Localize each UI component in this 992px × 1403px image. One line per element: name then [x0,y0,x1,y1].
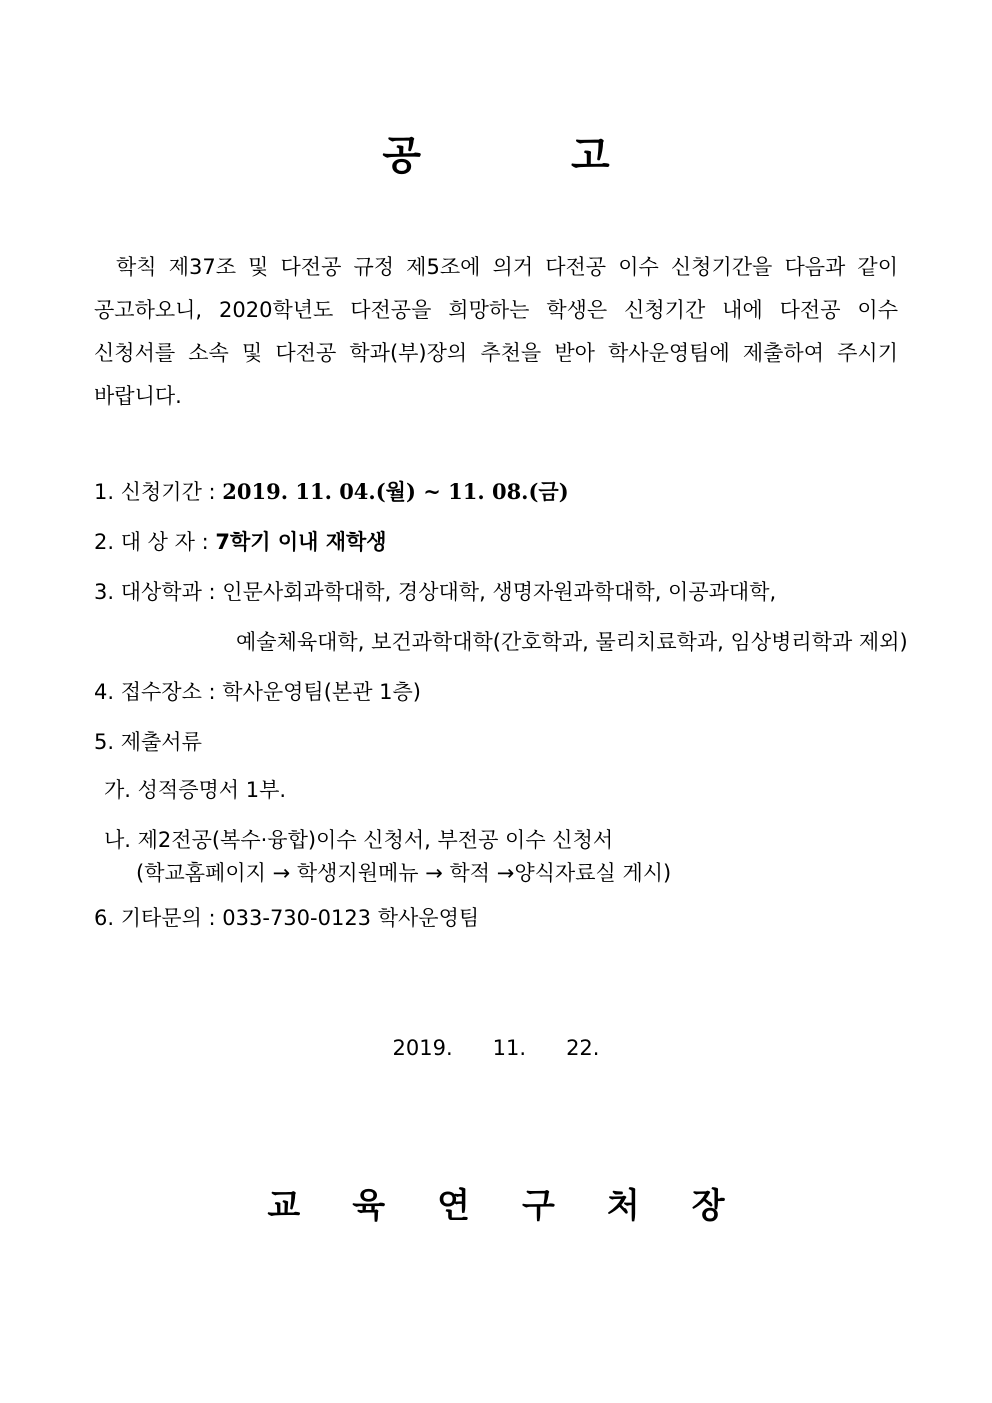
document-a: 가. 성적증명서 1부. [104,778,287,802]
date-month: 11. [492,1036,527,1060]
item-label: 4. 접수장소 : [94,680,223,704]
item-documents [94,726,202,756]
issuer-char: 연 [437,1186,470,1226]
issuer-signature [0,1178,992,1227]
body-line: 학칙 제37조 및 다전공 규정 제5조에 의거 다전공 이수 신청기간을 다음과 같이 [116,255,898,279]
date-day: 22. [566,1036,600,1060]
body-line: 신청서를 소속 및 다전공 학과(부)장의 추천을 받아 학사운영팀에 제출하여 주시기 [94,341,898,365]
item-label: 5. 제출서류 [94,730,202,754]
notice-date [0,1036,992,1060]
item-label: 1. 신청기간 : [94,480,223,504]
item-label: 6. 기타문의 : [94,906,223,930]
item-contact [94,902,479,932]
body-line: 공고하오니, 2020학년도 다전공을 희망하는 학생은 신청기간 내에 다전공 이수 [94,298,898,322]
title-char: 고 [571,133,610,179]
item-label: 2. 대 상 자 : [94,530,216,554]
body-line: 바랍니다. [94,384,182,408]
issuer-char: 처 [606,1186,640,1226]
item-period [94,476,569,506]
item-departments [94,576,776,606]
item-label: 3. 대상학과 : [94,580,223,604]
issuer-char: 육 [352,1186,386,1226]
item-value: 학사운영팀(본관 1층) [222,680,421,704]
item-value: 033-730-0123 학사운영팀 [222,906,480,930]
title-char: 공 [382,133,421,179]
date-year: 2019. [392,1036,453,1060]
item-value: 7학기 이내 재학생 [215,530,387,554]
notice-title [0,124,992,181]
document-b-note: (학교홈페이지 → 학생지원메뉴 → 학적 →양식자료실 게시) [136,861,672,885]
item-target [94,526,387,556]
issuer-char: 교 [267,1186,301,1226]
item-place [94,676,421,706]
item-departments-cont: 예술체육대학, 보건과학대학(간호학과, 물리치료학과, 임상병리학과 제외) [236,630,908,654]
item-value: 2019. 11. 04.(월) ~ 11. 08.(금) [222,479,569,504]
issuer-char: 구 [522,1186,555,1226]
document-b: 나. 제2전공(복수·융합)이수 신청서, 부전공 이수 신청서 [104,828,614,852]
notice-body [94,246,898,418]
item-value: 인문사회과학대학, 경상대학, 생명자원과학대학, 이공과대학, [222,580,777,604]
issuer-char: 장 [691,1186,725,1226]
